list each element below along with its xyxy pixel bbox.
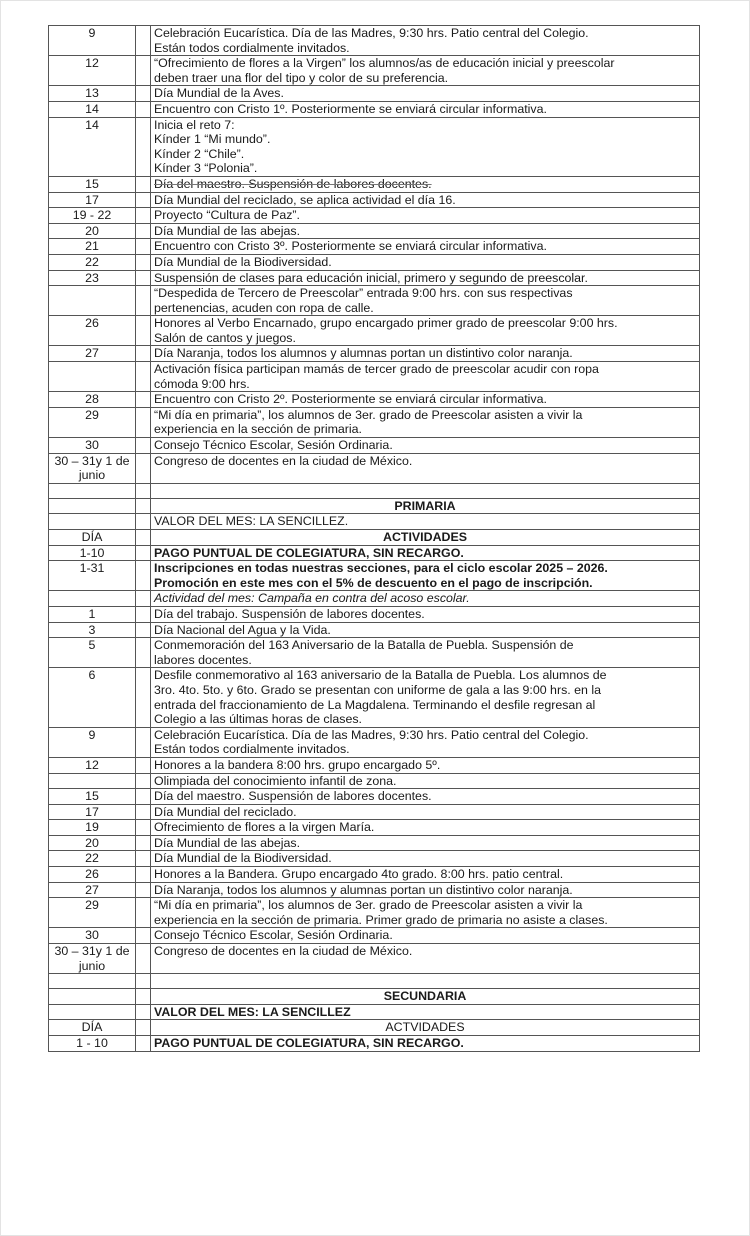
table-row <box>49 438 700 454</box>
spacer-cell <box>136 483 151 498</box>
spacer-cell <box>136 176 151 192</box>
spacer-cell <box>136 392 151 408</box>
table-row <box>49 223 700 239</box>
day-cell <box>49 591 136 607</box>
spacer-cell <box>136 1020 151 1036</box>
spacer-cell <box>136 346 151 362</box>
activity-text: ACTVIDADES <box>385 1020 465 1035</box>
spacer-cell <box>136 270 151 286</box>
table-row <box>49 882 700 898</box>
day-cell: 15 <box>49 176 136 192</box>
activity-text: Kínder 1 “Mi mundo”. <box>154 132 271 147</box>
table-row <box>49 606 700 622</box>
table-row <box>49 117 700 176</box>
day-cell: 22 <box>49 851 136 867</box>
spacer-cell <box>136 757 151 773</box>
empty-row <box>49 974 700 989</box>
day-cell: 3 <box>49 622 136 638</box>
section-title-row <box>49 498 700 514</box>
spacer-cell <box>136 1036 151 1052</box>
day-cell <box>49 498 136 514</box>
spacer-cell <box>136 974 151 989</box>
spacer-cell <box>136 498 151 514</box>
spacer-cell <box>136 591 151 607</box>
activity-text: experiencia en la sección de primaria. Primer grado de primaria no asiste a clases. <box>154 912 608 927</box>
spacer-cell <box>136 239 151 255</box>
day-cell: 20 <box>49 223 136 239</box>
activity-cell <box>151 208 700 224</box>
spacer-cell <box>136 362 151 392</box>
spacer-cell <box>136 254 151 270</box>
activity-cell <box>151 928 700 944</box>
activity-text: Honores al Verbo Encarnado, grupo encargado primer grado de preescolar 9:00 hrs. <box>154 316 618 331</box>
table-row <box>49 773 700 789</box>
spacer-cell <box>136 208 151 224</box>
day-cell: 29 <box>49 407 136 437</box>
table-row <box>49 286 700 316</box>
day-cell: 9 <box>49 727 136 757</box>
day-cell <box>49 514 136 530</box>
activity-text: Proyecto “Cultura de Paz”. <box>154 208 300 223</box>
activity-text: deben traer una flor del tipo y color de su preferencia. <box>154 70 449 85</box>
activity-text: PRIMARIA <box>394 498 456 513</box>
activity-cell <box>151 622 700 638</box>
section-title-row <box>49 989 700 1005</box>
day-cell: 26 <box>49 867 136 883</box>
day-cell: 26 <box>49 316 136 346</box>
spacer-cell <box>136 606 151 622</box>
day-cell: 30 <box>49 928 136 944</box>
activity-cell <box>151 117 700 176</box>
table-row <box>49 835 700 851</box>
spacer-cell <box>136 789 151 805</box>
spacer-cell <box>136 835 151 851</box>
activity-text: Promoción en este mes con el 5% de descuento en el pago de inscripción. <box>154 575 593 590</box>
table-row <box>49 101 700 117</box>
day-cell: 28 <box>49 392 136 408</box>
activity-cell <box>151 530 700 546</box>
activity-cell <box>151 944 700 974</box>
spacer-cell <box>136 851 151 867</box>
table-row <box>49 820 700 836</box>
spacer-cell <box>136 773 151 789</box>
activity-text: Día Naranja, todos los alumnos y alumnas portan un distintivo color naranja. <box>154 346 573 361</box>
activity-text: 3ro. 4to. 5to. y 6to. Grado se presentan con uniforme de gala a las 9:00 hrs. en la <box>154 682 602 697</box>
table-row <box>49 898 700 928</box>
activity-text: Día del maestro. Suspensión de labores docentes. <box>154 176 432 191</box>
table-row <box>49 392 700 408</box>
spacer-cell <box>136 944 151 974</box>
activity-cell <box>151 974 700 989</box>
spacer-cell <box>136 438 151 454</box>
table-row <box>49 804 700 820</box>
activity-cell <box>151 483 700 498</box>
day-cell: 22 <box>49 254 136 270</box>
activity-cell <box>151 606 700 622</box>
table-row <box>49 176 700 192</box>
spacer-cell <box>136 101 151 117</box>
activity-cell <box>151 989 700 1005</box>
day-cell: 19 - 22 <box>49 208 136 224</box>
activity-text: Día Naranja, todos los alumnos y alumnas portan un distintivo color naranja. <box>154 882 573 897</box>
day-cell: 15 <box>49 789 136 805</box>
activity-text: Olimpiada del conocimiento infantil de zona. <box>154 773 397 788</box>
activity-cell <box>151 239 700 255</box>
activity-cell <box>151 286 700 316</box>
day-cell <box>49 483 136 498</box>
activity-cell <box>151 851 700 867</box>
inscripciones-row <box>49 561 700 591</box>
spacer-cell <box>136 192 151 208</box>
activity-text: entrada del fraccionamiento de La Magdalena. Terminando el desfile regresan al <box>154 697 596 712</box>
activity-text: Día Nacional del Agua y la Vida. <box>154 622 331 637</box>
activity-text: Honores a la Bandera. Grupo encargado 4to grado. 8:00 hrs. patio central. <box>154 867 564 882</box>
day-cell: 29 <box>49 898 136 928</box>
day-cell: 30 – 31y 1 de junio <box>49 453 136 483</box>
spacer-cell <box>136 882 151 898</box>
activity-cell <box>151 773 700 789</box>
activity-text: Kínder 2 “Chile”. <box>154 146 245 161</box>
activity-text: Inicia el reto 7: <box>154 117 235 132</box>
day-cell <box>49 362 136 392</box>
activity-text: “Mi día en primaria”, los alumnos de 3er. grado de Preescolar asisten a vivir la <box>154 407 583 422</box>
spacer-cell <box>136 223 151 239</box>
activity-cell <box>151 176 700 192</box>
day-cell: 12 <box>49 757 136 773</box>
table-row <box>49 789 700 805</box>
activity-text: Día Mundial de las abejas. <box>154 223 301 238</box>
activity-text: Inscripciones en todas nuestras secciones, para el ciclo escolar 2025 – 2026. <box>154 561 608 576</box>
spacer-cell <box>136 561 151 591</box>
table-row <box>49 239 700 255</box>
activity-cell <box>151 223 700 239</box>
valor-row <box>49 1004 700 1020</box>
calendar-table <box>48 25 700 1052</box>
spacer-cell <box>136 407 151 437</box>
spacer-cell <box>136 727 151 757</box>
activity-text: Consejo Técnico Escolar, Sesión Ordinaria. <box>154 928 393 943</box>
spacer-cell <box>136 117 151 176</box>
activity-text: pertenencias, acuden con ropa de calle. <box>154 300 374 315</box>
spacer-cell <box>136 622 151 638</box>
activity-cell <box>151 362 700 392</box>
activity-text: Encuentro con Cristo 1º. Posteriormente se enviará circular informativa. <box>154 101 547 116</box>
activity-text: Están todos cordialmente invitados. <box>154 742 350 757</box>
day-cell: 27 <box>49 346 136 362</box>
spacer-cell <box>136 668 151 727</box>
activity-cell <box>151 882 700 898</box>
spacer-cell <box>136 1004 151 1020</box>
table-row <box>49 928 700 944</box>
table-row <box>49 622 700 638</box>
day-cell: 1-10 <box>49 545 136 561</box>
table-row <box>49 944 700 974</box>
day-cell: 1 - 10 <box>49 1036 136 1052</box>
table-row <box>49 727 700 757</box>
activity-text: Activación física participan mamás de tercer grado de preescolar acudir con ropa <box>154 362 599 377</box>
table-row <box>49 192 700 208</box>
pago-row <box>49 545 700 561</box>
activity-text: Encuentro con Cristo 3º. Posteriormente se enviará circular informativa. <box>154 239 547 254</box>
day-cell <box>49 1004 136 1020</box>
spacer-cell <box>136 286 151 316</box>
activity-text: experiencia en la sección de primaria. <box>154 422 362 437</box>
activity-text: Día Mundial del reciclado. <box>154 804 297 819</box>
activity-text: Suspensión de clases para educación inicial, primero y segundo de preescolar. <box>154 270 588 285</box>
activity-cell <box>151 668 700 727</box>
activity-text: Día del maestro. Suspensión de labores docentes. <box>154 789 432 804</box>
header-row <box>49 530 700 546</box>
activity-text: Honores a la bandera 8:00 hrs. grupo encargado 5º. <box>154 757 441 772</box>
activity-cell <box>151 316 700 346</box>
activity-cell <box>151 407 700 437</box>
activity-cell <box>151 727 700 757</box>
day-cell: 21 <box>49 239 136 255</box>
day-cell: 1 <box>49 606 136 622</box>
spacer-cell <box>136 638 151 668</box>
activity-text: Kínder 3 “Polonia”. <box>154 161 258 176</box>
activity-text: PAGO PUNTUAL DE COLEGIATURA, SIN RECARGO. <box>154 545 464 560</box>
day-cell: 30 – 31y 1 de junio <box>49 944 136 974</box>
activity-text: PAGO PUNTUAL DE COLEGIATURA, SIN RECARGO. <box>154 1036 464 1050</box>
day-cell <box>49 773 136 789</box>
spacer-cell <box>136 804 151 820</box>
activity-text: Congreso de docentes en la ciudad de México. <box>154 944 413 959</box>
pago-row <box>49 1036 700 1052</box>
activity-text: Conmemoración del 163 Aniversario de la Batalla de Puebla. Suspensión de <box>154 638 574 653</box>
activity-text: “Ofrecimiento de flores a la Virgen” los alumnos/as de educación inicial y preescolar <box>154 56 615 71</box>
day-cell: DÍA <box>49 530 136 546</box>
day-cell: 14 <box>49 117 136 176</box>
activity-text: Consejo Técnico Escolar, Sesión Ordinaria. <box>154 438 393 453</box>
activity-cell <box>151 101 700 117</box>
activity-cell <box>151 638 700 668</box>
table-row <box>49 668 700 727</box>
activity-text: Están todos cordialmente invitados. <box>154 40 350 55</box>
activity-cell <box>151 545 700 561</box>
spacer-cell <box>136 453 151 483</box>
activity-text: ACTIVIDADES <box>383 530 467 544</box>
spacer-cell <box>136 316 151 346</box>
day-cell: 14 <box>49 101 136 117</box>
table-row <box>49 453 700 483</box>
spacer-cell <box>136 26 151 56</box>
activity-cell <box>151 270 700 286</box>
activity-text: Día Mundial de la Biodiversidad. <box>154 254 332 269</box>
table-row <box>49 316 700 346</box>
activity-cell <box>151 561 700 591</box>
day-cell: 19 <box>49 820 136 836</box>
activity-cell <box>151 820 700 836</box>
table-row <box>49 362 700 392</box>
actividad-mes-row <box>49 591 700 607</box>
activity-cell <box>151 898 700 928</box>
table-row <box>49 638 700 668</box>
activity-cell <box>151 1036 700 1052</box>
table-row <box>49 26 700 56</box>
spacer-cell <box>136 56 151 86</box>
day-cell: 30 <box>49 438 136 454</box>
header-row <box>49 1020 700 1036</box>
activity-text: Encuentro con Cristo 2º. Posteriormente se enviará circular informativa. <box>154 392 547 407</box>
activity-cell <box>151 86 700 102</box>
table-row <box>49 208 700 224</box>
table-row <box>49 867 700 883</box>
spacer-cell <box>136 530 151 546</box>
activity-text: VALOR DEL MES: LA SENCILLEZ. <box>154 514 349 529</box>
table-row <box>49 270 700 286</box>
table-row <box>49 757 700 773</box>
empty-row <box>49 483 700 498</box>
day-cell: 17 <box>49 804 136 820</box>
activity-cell <box>151 346 700 362</box>
table-row <box>49 254 700 270</box>
day-cell: 6 <box>49 668 136 727</box>
spacer-cell <box>136 86 151 102</box>
activity-text: Celebración Eucarística. Día de las Madres, 9:30 hrs. Patio central del Colegio. <box>154 727 589 742</box>
spacer-cell <box>136 820 151 836</box>
activity-text: Día Mundial de la Biodiversidad. <box>154 851 332 866</box>
day-cell: 5 <box>49 638 136 668</box>
activity-cell <box>151 438 700 454</box>
activity-text: Salón de cantos y juegos. <box>154 330 296 345</box>
day-cell <box>49 286 136 316</box>
day-cell: 13 <box>49 86 136 102</box>
activity-text: cómoda 9:00 hrs. <box>154 376 250 391</box>
activity-text: SECUNDARIA <box>383 989 467 1004</box>
activity-text: Día Mundial del reciclado, se aplica actividad el día 16. <box>154 192 456 207</box>
activity-cell <box>151 26 700 56</box>
activity-cell <box>151 835 700 851</box>
activity-text: Congreso de docentes en la ciudad de México. <box>154 453 413 468</box>
activity-cell <box>151 514 700 530</box>
day-cell: 20 <box>49 835 136 851</box>
activity-text: Desfile conmemorativo al 163 aniversario de la Batalla de Puebla. Los alumnos de <box>154 668 607 683</box>
day-cell: 17 <box>49 192 136 208</box>
day-cell: 23 <box>49 270 136 286</box>
activity-text: Ofrecimiento de flores a la virgen María. <box>154 820 375 835</box>
activity-text: Actividad del mes: Campaña en contra del acoso escolar. <box>154 591 470 606</box>
activity-cell <box>151 56 700 86</box>
activity-text: “Despedida de Tercero de Preescolar” entrada 9:00 hrs. con sus respectivas <box>154 286 573 301</box>
activity-text: Celebración Eucarística. Día de las Madres, 9:30 hrs. Patio central del Colegio. <box>154 26 589 40</box>
day-cell: 27 <box>49 882 136 898</box>
day-cell: DÍA <box>49 1020 136 1036</box>
day-cell: 1-31 <box>49 561 136 591</box>
activity-cell <box>151 498 700 514</box>
table-row <box>49 851 700 867</box>
activity-text: Día del trabajo. Suspensión de labores docentes. <box>154 606 425 621</box>
activity-text: Día Mundial de las abejas. <box>154 835 301 850</box>
valor-row <box>49 514 700 530</box>
activity-cell <box>151 392 700 408</box>
spacer-cell <box>136 514 151 530</box>
spacer-cell <box>136 928 151 944</box>
activity-cell <box>151 1004 700 1020</box>
activity-text: labores docentes. <box>154 652 252 667</box>
activity-cell <box>151 591 700 607</box>
table-row <box>49 86 700 102</box>
table-row <box>49 407 700 437</box>
day-cell <box>49 989 136 1005</box>
activity-cell <box>151 757 700 773</box>
day-cell: 12 <box>49 56 136 86</box>
spacer-cell <box>136 898 151 928</box>
activity-cell <box>151 1020 700 1036</box>
activity-cell <box>151 789 700 805</box>
table-row <box>49 56 700 86</box>
activity-cell <box>151 192 700 208</box>
activity-cell <box>151 867 700 883</box>
activity-cell <box>151 453 700 483</box>
day-cell <box>49 974 136 989</box>
day-cell: 9 <box>49 26 136 56</box>
spacer-cell <box>136 545 151 561</box>
activity-cell <box>151 254 700 270</box>
table-row <box>49 346 700 362</box>
activity-text: Día Mundial de la Aves. <box>154 86 284 101</box>
spacer-cell <box>136 989 151 1005</box>
activity-text: Colegio a las últimas horas de clases. <box>154 712 362 727</box>
activity-cell <box>151 804 700 820</box>
activity-text: VALOR DEL MES: LA SENCILLEZ <box>154 1004 351 1019</box>
activity-text: “Mi día en primaria”, los alumnos de 3er. grado de Preescolar asisten a vivir la <box>154 898 583 913</box>
spacer-cell <box>136 867 151 883</box>
